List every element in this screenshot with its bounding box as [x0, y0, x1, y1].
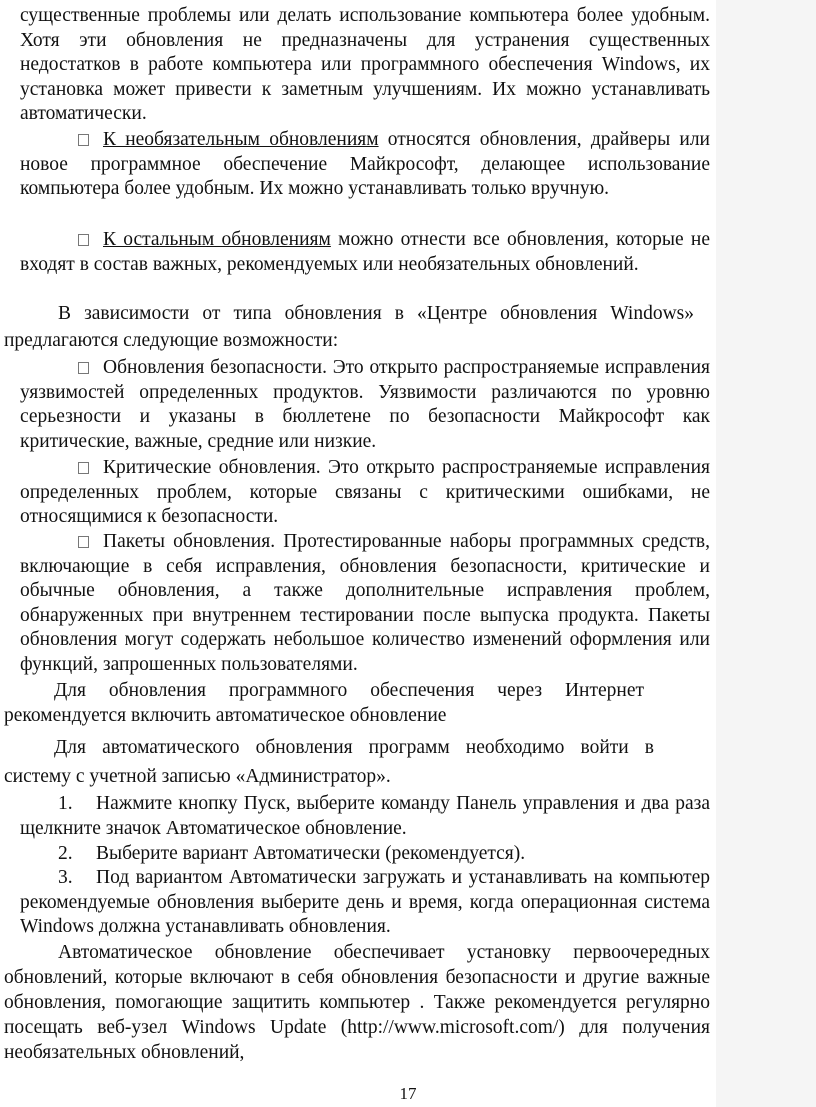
list-item-critical-updates [20, 456, 710, 530]
step-2-text: Выберите вариант Автоматически (рекомендуется). [96, 843, 526, 864]
list-item-other-updates [20, 228, 710, 277]
security-updates-text: Обновления безопасности. Это открыто распространяемые исправления уязвимостей определенных продуктов. Уязвимости различаются по уровню серьезности и указаны в бюллетене по безопасности Майкрософт как критические, важные, средние или низкие. [20, 357, 710, 452]
step-1-text: Нажмите кнопку Пуск, выберите команду Панель управления и два раза щелкните значок Автоматическое обновление. [20, 793, 710, 839]
step-3-number: 3. [58, 867, 73, 888]
right-margin-strip [716, 0, 816, 1107]
step-1-number: 1. [58, 793, 73, 814]
list-item-service-packs [20, 530, 710, 677]
bullet-icon [78, 462, 89, 474]
other-updates-description: можно отнести все обновления, которые не входят в состав важных, рекомендуемых или необязательных обновлений. [20, 229, 711, 275]
optional-updates-description: относятся обновления, драйверы или новое программное обеспечение Майкрософт, делающее использование компьютера более удобным. Их можно устанавливать только вручную. [20, 129, 710, 199]
paragraph-auto-update-summary: Автоматическое обновление обеспечивает установку первоочередных обновлений, которые включают в себя обновления безопасности и другие важные обновления, помогающие защитить компьютер . Также рекомендуется регулярно посещать веб-узел Windows Update (http://www.microsoft.com/) для получения необязательных обновлений, [4, 942, 710, 1063]
bullet-icon [78, 234, 89, 246]
term-other-updates: К остальным обновлениям [103, 229, 331, 250]
paragraph-continuation: существенные проблемы или делать использование компьютера более удобным. Хотя эти обновления не предназначены для устранения существенных недостатков в работе компьютера или программного обеспечения Windows, их установка может привести к заметным улучшениям. Их можно устанавливать автоматически. [20, 5, 710, 124]
step-3 [20, 866, 710, 940]
paragraph-internet-update: Для обновления программного обеспечения через Интернет рекомендуется включить автоматическое обновление [4, 680, 644, 726]
list-item-security-updates [20, 356, 710, 454]
service-packs-text: Пакеты обновления. Протестированные наборы программных средств, включающие в себя исправления, обновления безопасности, критические и обычные обновления, а также дополнительные исправления проблем, обнаруженных при внутреннем тестировании после выпуска продукта. Пакеты обновления могут содержать небольшое количество изменений оформления или функций, запрошенных пользователями. [20, 531, 710, 675]
step-2 [20, 842, 710, 867]
list-item-optional-updates [20, 128, 710, 202]
paragraph-possibilities-intro: В зависимости от типа обновления в «Центре обновления Windows» предлагаются следующие возможности: [4, 303, 694, 351]
step-1 [20, 792, 710, 841]
term-optional-updates: К необязательным обновлениям [103, 129, 379, 150]
bullet-icon [78, 536, 89, 548]
page-number: 17 [399, 1084, 417, 1103]
step-3-text: Под вариантом Автоматически загружать и устанавливать на компьютер рекомендуемые обновления выберите день и время, когда операционная система Windows должна устанавливать обновления. [20, 867, 710, 937]
step-2-number: 2. [58, 843, 73, 864]
bullet-icon [78, 362, 89, 374]
critical-updates-text: Критические обновления. Это открыто распространяемые исправления определенных проблем, которые связаны с критическими ошибками, не относящимися к безопасности. [20, 457, 710, 527]
bullet-icon [78, 134, 89, 146]
paragraph-admin-login: Для автоматического обновления программ необходимо войти в систему с учетной записью «Администратор». [4, 737, 654, 787]
